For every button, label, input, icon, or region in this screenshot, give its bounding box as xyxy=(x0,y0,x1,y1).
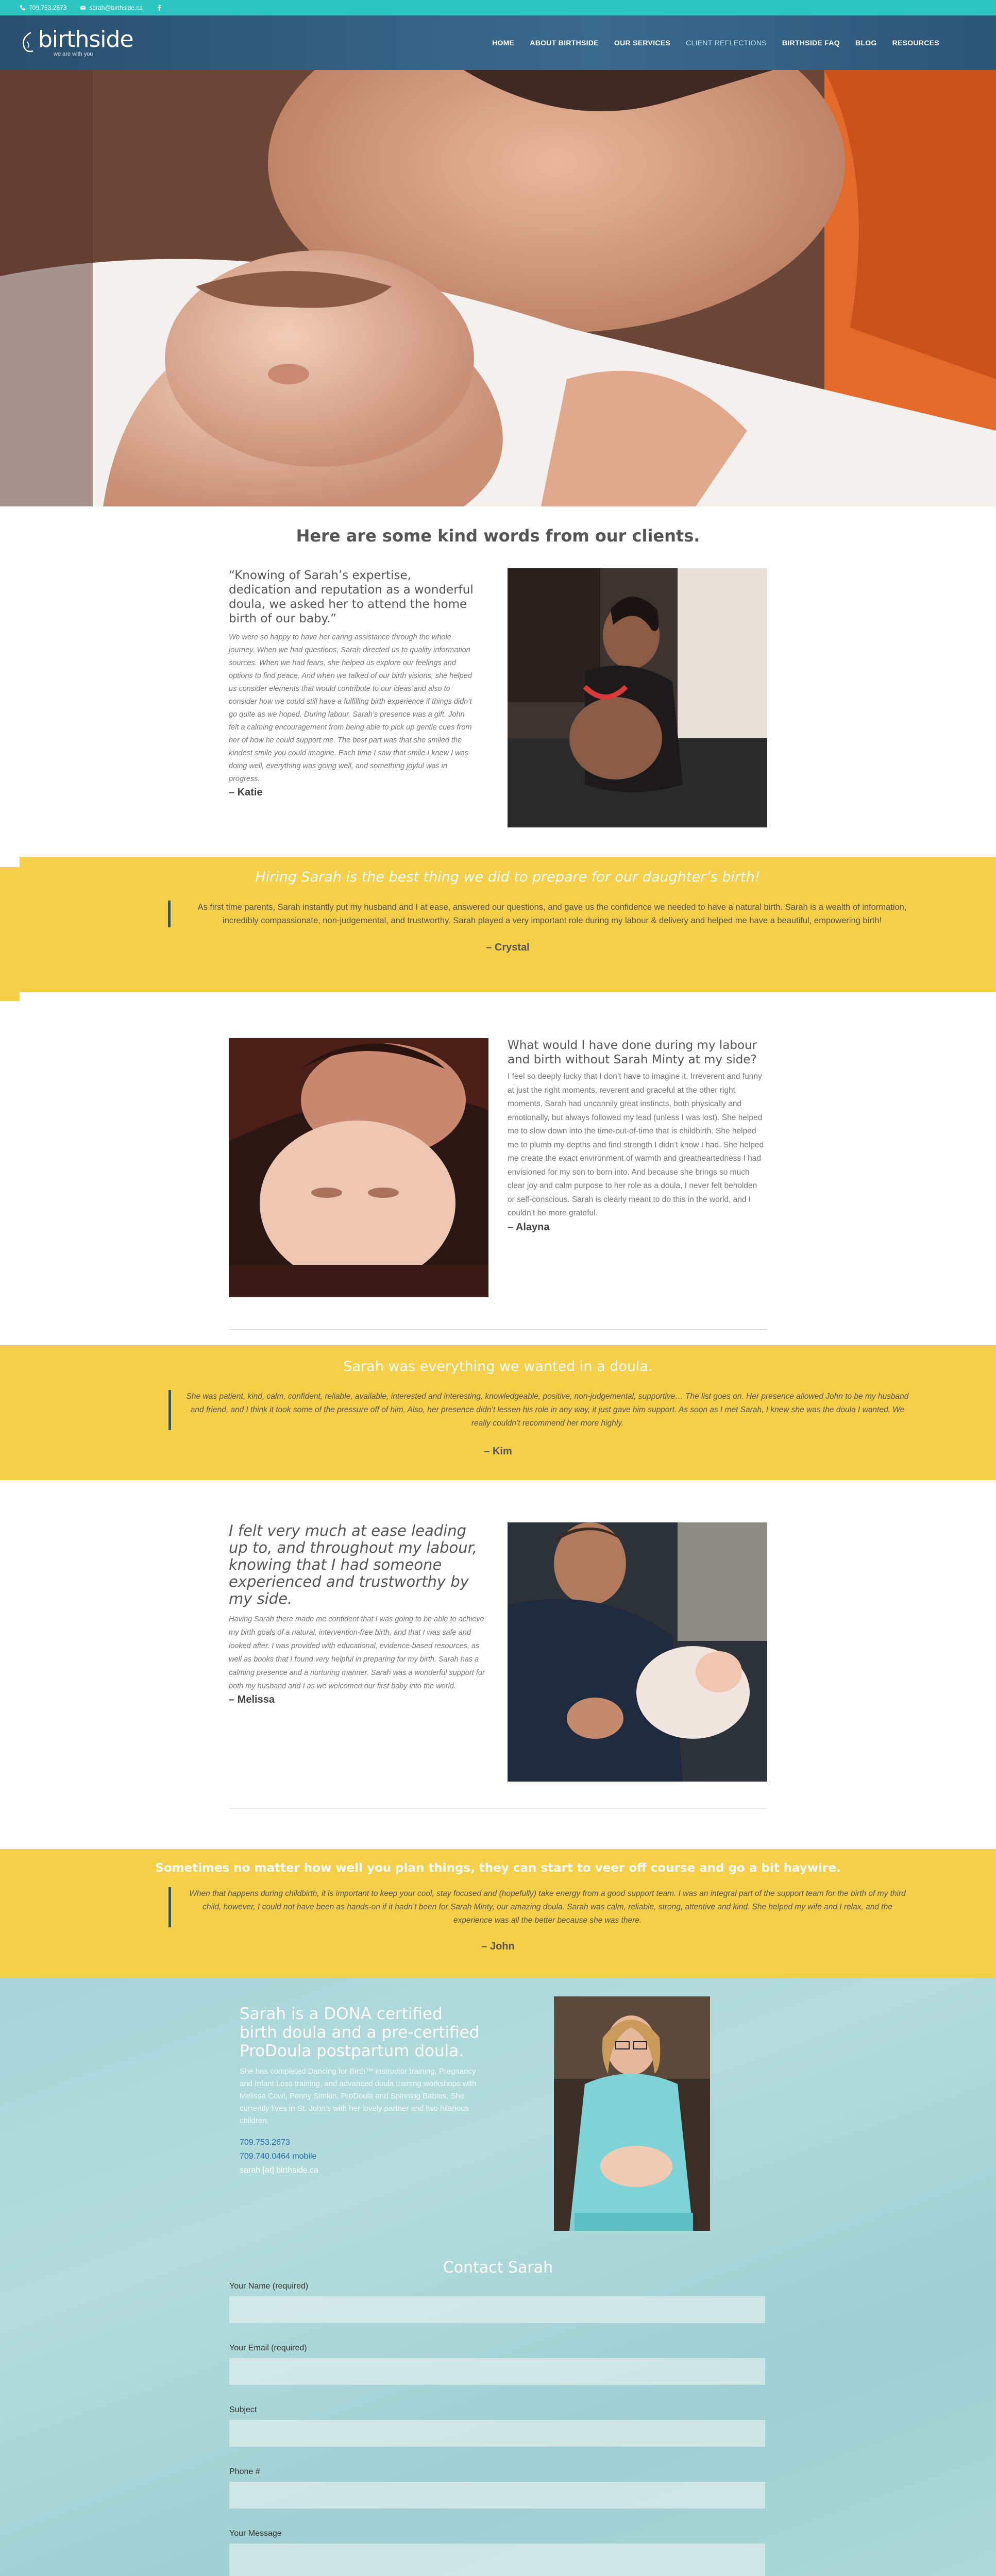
logo-tagline: we are with you xyxy=(54,51,93,57)
about-heading: Sarah is a DONA certified birth doula and a pre-certified ProDoula postpartum doula. xyxy=(240,2005,480,2060)
band-quote xyxy=(168,1390,911,1430)
father-newborn-photo xyxy=(508,1522,767,1782)
band-signature: – John xyxy=(481,1941,515,1952)
field-phone xyxy=(229,2467,765,2509)
site-logo[interactable] xyxy=(20,28,133,57)
top-bar xyxy=(0,0,996,15)
field-name-label: Your Name (required) xyxy=(229,2282,309,2291)
testimonial-melissa xyxy=(229,1522,767,1783)
topbar-facebook[interactable] xyxy=(156,5,162,11)
hero-image xyxy=(0,70,996,506)
mother-baby-photo xyxy=(229,1038,488,1297)
band-quote xyxy=(168,1887,911,1927)
phone-icon xyxy=(20,5,26,11)
about-intro xyxy=(240,2005,482,2177)
subject-input[interactable] xyxy=(229,2420,765,2447)
nav-client-reflections[interactable]: CLIENT REFLECTIONS xyxy=(686,39,767,47)
name-input[interactable] xyxy=(229,2296,765,2323)
about-email: sarah [at] birthside.ca xyxy=(240,2166,318,2175)
about-mobile-link[interactable]: 709.740.0464 mobile xyxy=(240,2152,317,2161)
band-title: Hiring Sarah is the best thing we did to prepare for our daughter’s birth! xyxy=(255,869,761,885)
pregnant-woman-photo xyxy=(508,568,767,827)
doula-photo xyxy=(554,1996,710,2231)
site-header xyxy=(0,15,996,70)
testimonial-photo xyxy=(508,568,767,827)
field-email-label: Your Email (required) xyxy=(229,2344,307,2352)
testimonials-heading: Here are some kind words from our clients. xyxy=(296,526,700,546)
band-signature: – Kim xyxy=(484,1446,512,1457)
sarah-photo xyxy=(554,1996,710,2231)
about-body: She has completed Dancing for Birth™ instructor training, Pregnancy and Infant Loss training, and advanced doula training workshops with Melissa Cowl, Penny Simkin, ProDoula and Spinning Babies. She currently lives in St. John’s with her lovely partner and two hilarious children. xyxy=(240,2067,477,2125)
band-signature: – Crystal xyxy=(486,942,530,953)
nav-about-birthside[interactable]: ABOUT BIRTHSIDE xyxy=(530,39,599,47)
testimonial-body: Having Sarah there made me confident that I was going to be able to achieve my birth goals of a natural, intervention-free birth, and that I was safe and looked after. I was provided with educational, evidence-based resources, as well as books that I found very helpful in preparing for my birth. Sarah has a calming presence and a nurturing manner. Sarah was a wonderful support for both my husband and I as we welcomed our first baby into the world. xyxy=(229,1615,485,1690)
testimonial-katie xyxy=(229,568,767,841)
about-phone-link[interactable]: 709.753.2673 xyxy=(240,2138,290,2147)
testimonial-signature: – Katie xyxy=(229,787,263,798)
logo-name: birthside xyxy=(38,26,133,53)
message-textarea[interactable] xyxy=(229,2544,765,2576)
testimonial-photo xyxy=(229,1038,488,1297)
field-message xyxy=(229,2529,765,2576)
field-subject xyxy=(229,2405,765,2447)
testimonial-band-crystal xyxy=(20,857,996,992)
field-email xyxy=(229,2344,765,2385)
testimonial-band-john xyxy=(0,1849,996,1978)
email-input[interactable] xyxy=(229,2358,765,2385)
testimonial-signature: – Alayna xyxy=(508,1221,550,1233)
about-contact-section xyxy=(0,1978,996,2576)
topbar-email[interactable] xyxy=(80,4,143,11)
band-title: Sarah was everything we wanted in a doula. xyxy=(343,1359,653,1375)
band-quote xyxy=(168,901,921,927)
contact-form xyxy=(229,2282,765,2576)
topbar-phone[interactable] xyxy=(20,4,66,11)
band-quote-text: When that happens during childbirth, it is important to keep your cool, stay focused and (hopefully) take energy from a good support team. I was an integral part of the support team for the birth of my third child, however, I could not have been as hands-on if it hadn’t been for Sarah Minty, our amazing doula. Sarah was calm, reliable, strong, attentive and kind. She helped my wife and I relax, and the experience was all the better because she was there. xyxy=(189,1889,906,1925)
logo-swirl-icon xyxy=(20,30,35,55)
testimonial-alayna xyxy=(229,1038,767,1298)
testimonial-body: I feel so deeply lucky that I don’t have to imagine it. Irreverent and funny at just the right moments, reverent and graceful at the other right moments, Sarah had uncannily great instincts, both physically and emotionally, but always followed my lead (unless I was lost). She helped me to slow down into the time-out-of-time that is childbirth. She helped me to plumb my depths and find strength I didn’t know I had. She helped me create the exact environment of warmth and greatheartedness I had envisioned for my son to born into. And because she brings so much clear joy and calm purpose to her role as a doula, I never felt beholden or self-conscious. Sarah is clearly meant to do this in the world, and I couldn’t be more grateful. xyxy=(508,1072,764,1217)
testimonial-body: We were so happy to have her caring assistance through the whole journey. When we had questions, Sarah directed us to quality information sources. When we had fears, she helped us explore our feelings and options to find peace. And when we talked of our birth visions, she helped us consider elements that would contribute to our ideas and also to consider how we could still have a fulfilling birth experience if things didn’t go quite as we hoped. During labour, Sarah’s presence was a gift. John felt a calming encouragement from being able to pick up gentle cues from her of how he could support me. The best part was that she smiled the kindest smile you could imagine. Each time I saw that smile I knew I was doing well, everything was going well, and something joyful was in progress. xyxy=(229,633,472,783)
testimonial-quote: “Knowing of Sarah’s expertise, dedication and reputation as a wonderful doula, we asked her to attend the home birth of our baby.” xyxy=(229,569,474,625)
field-message-label: Your Message xyxy=(229,2529,282,2538)
field-subject-label: Subject xyxy=(229,2405,257,2414)
testimonial-quote: I felt very much at ease leading up to, and throughout my labour, knowing that I had someone experienced and trustworthy by my side. xyxy=(229,1522,478,1607)
nav-birthside-faq[interactable]: BIRTHSIDE FAQ xyxy=(782,39,840,47)
hero-photo-illustration xyxy=(0,70,996,506)
nav-our-services[interactable]: OUR SERVICES xyxy=(614,39,671,47)
testimonial-quote: What would I have done during my labour and birth without Sarah Minty at my side? xyxy=(508,1039,757,1066)
field-phone-label: Phone # xyxy=(229,2467,260,2476)
band-title: Sometimes no matter how well you plan things, they can start to veer off course and go a bit haywire. xyxy=(155,1861,841,1875)
topbar-email-text: sarah@birthside.ca xyxy=(89,4,143,11)
band-quote-text: As first time parents, Sarah instantly put my husband and I at ease, answered our questions, and gave us the confidence we needed to have a natural birth. Sarah is a wealth of information, incredibly compassionate, non-judgemental, and trustworthy. Sarah played a very important role during my labour & delivery and helped me have a beautiful, empowering birth! xyxy=(197,903,907,925)
band-quote-text: She was patient, kind, calm, confident, reliable, available, interested and interesting, knowledgeable, positive, non-judgemental, supportive… The list goes on. Her presence allowed John to be my husband and friend, and I think it took some of the pressure off of him. Also, her presence didn’t lessen his role in any way, it just gave him support. As soon as I met Sarah, I knew she was the doula I wanted. We really couldn’t recommend her more highly. xyxy=(186,1392,909,1428)
field-name xyxy=(229,2282,765,2323)
nav-home[interactable]: HOME xyxy=(492,39,515,47)
testimonial-signature: – Melissa xyxy=(229,1694,275,1705)
phone-input[interactable] xyxy=(229,2482,765,2509)
mail-icon xyxy=(80,5,86,11)
facebook-icon xyxy=(156,5,162,11)
contact-title: Contact Sarah xyxy=(443,2259,553,2277)
testimonial-band-kim xyxy=(0,1345,996,1480)
main-nav xyxy=(492,39,939,47)
about-contact-info xyxy=(240,2136,482,2177)
nav-resources[interactable]: RESOURCES xyxy=(892,39,939,47)
testimonial-photo xyxy=(508,1522,767,1782)
topbar-phone-text: 709.753.2673 xyxy=(29,4,67,11)
nav-blog[interactable]: BLOG xyxy=(855,39,877,47)
